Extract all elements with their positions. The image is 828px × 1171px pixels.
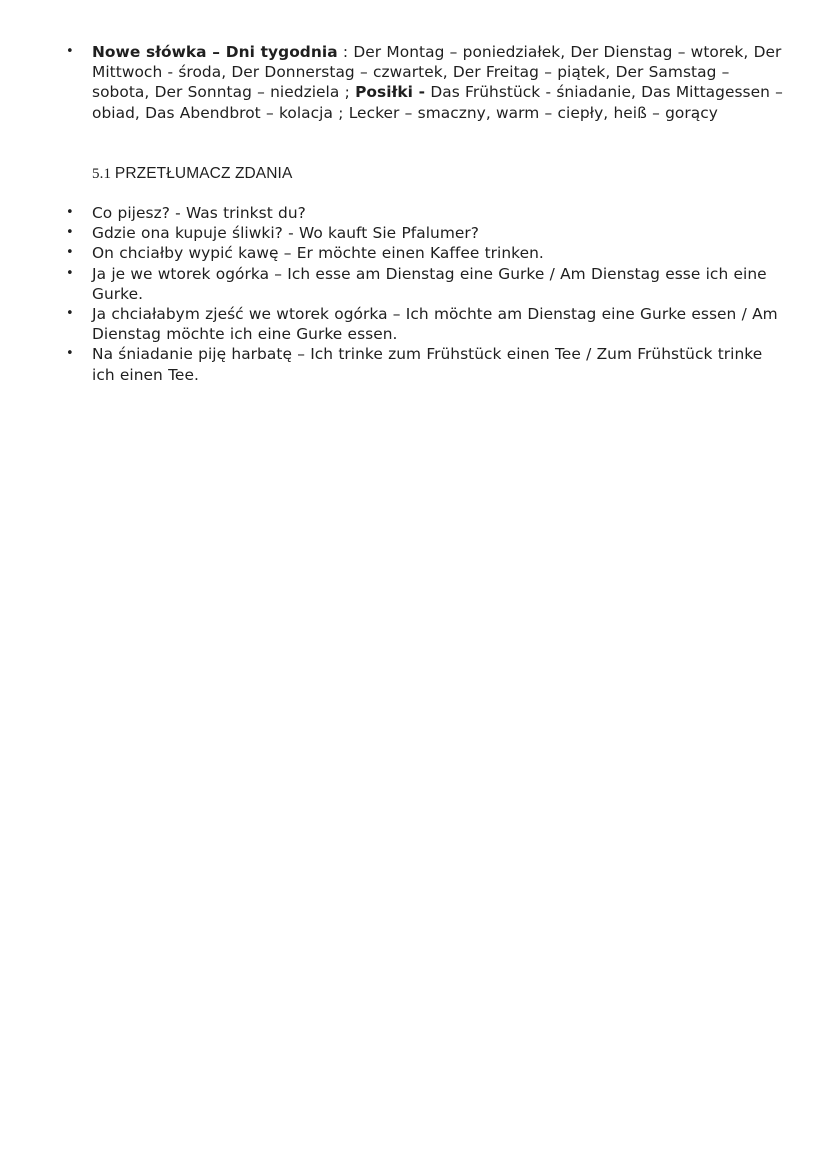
bullet-icon: • <box>66 205 74 220</box>
sentence-list <box>0 203 828 385</box>
vocab-meals-text: Das Frühstück - śniadanie, Das Mittagessen – obiad, Das Abendbrot – kolacja ; Lecker – smaczny, warm – ciepły, heiß – gorący <box>92 83 783 122</box>
sentence-text: Ja je we wtorek ogórka – Ich esse am Dienstag eine Gurke / Am Dienstag esse ich eine Gurke. <box>92 264 767 303</box>
vocabulary-list <box>0 42 828 123</box>
sentence-item <box>0 223 828 243</box>
sentence-item <box>0 243 828 263</box>
bullet-icon: • <box>66 245 74 261</box>
bullet-icon: • <box>66 265 74 281</box>
section-heading <box>92 163 292 184</box>
sentence-item <box>0 203 828 223</box>
section-title: PRZETŁUMACZ ZDANIA <box>114 165 293 182</box>
vocabulary-item <box>0 42 828 123</box>
sentence-item <box>0 344 828 384</box>
sentence-item <box>0 264 828 304</box>
sentence-text: Ja chciałabym zjeść we wtorek ogórka – Ich möchte am Dienstag eine Gurke essen / Am Dienstag möchte ich eine Gurke essen. <box>92 305 778 344</box>
sentence-text: On chciałby wypić kawę – Er möchte einen Kaffee trinken. <box>92 244 544 263</box>
bullet-icon: • <box>66 306 74 322</box>
vocab-heading-days: Nowe słówka – Dni tygodnia <box>92 43 338 61</box>
sentence-text: Na śniadanie piję harbatę – Ich trinke zum Frühstück einen Tee / Zum Frühstück trinke ich einen Tee. <box>92 345 763 384</box>
vocab-days-text: : Der Montag – poniedziałek, Der Dienstag – wtorek, Der Mittwoch - środa, Der Donnerstag – czwartek, Der Freitag – piątek, Der Samstag – sobota, Der Sonntag – niedziela ; <box>92 43 782 102</box>
sentence-item <box>0 304 828 344</box>
sentence-text: Gdzie ona kupuje śliwki? - Wo kauft Sie Pfalumer? <box>92 224 480 243</box>
section-number: 5.1 <box>92 166 115 182</box>
bullet-icon: • <box>66 346 74 362</box>
bullet-icon: • <box>66 44 74 59</box>
bullet-icon: • <box>66 225 74 241</box>
sentence-text: Co pijesz? - Was trinkst du? <box>92 204 306 222</box>
vocab-heading-meals: Posiłki - <box>355 83 426 102</box>
